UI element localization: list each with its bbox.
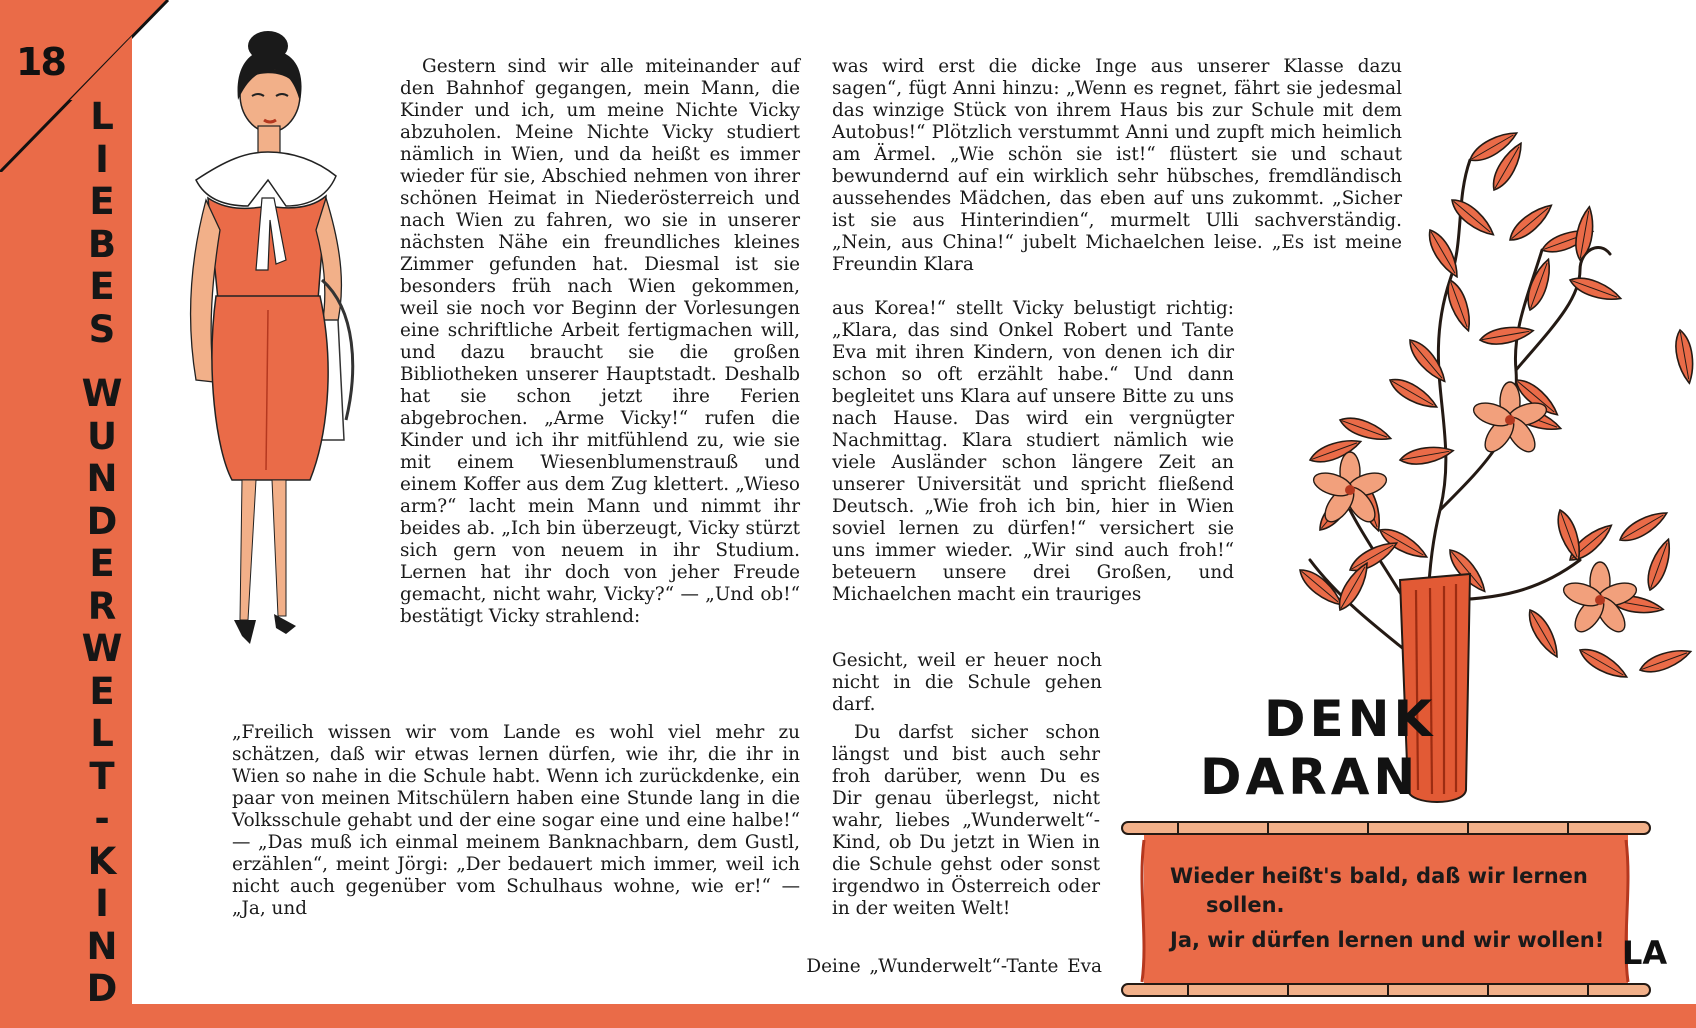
side-title-letter: E <box>89 669 115 713</box>
side-title-letter: I <box>95 137 109 181</box>
signature: Deine „Wunderwelt“-Tante Eva <box>806 956 1102 977</box>
article-text-6: Du darfst sicher schon längst und bist auch sehr froh darüber, wenn Du es Dir genau überlegst, nicht wahr, liebes „Wunderwelt“-Kind, ob Du jetzt in Wien in die Schule gehst oder sonst irgendwo in Österreich oder in der weiten Welt! <box>832 722 1100 919</box>
woman-illustration <box>186 30 396 726</box>
denk-daran-heading <box>1200 690 1440 806</box>
side-title-letter: U <box>86 414 118 458</box>
side-title-letter: N <box>86 457 118 500</box>
article-column-6 <box>832 722 1100 920</box>
scroll-message <box>1170 862 1610 955</box>
article-text-1: Gestern sind wir alle miteinander auf den Bahnhof gegangen, mein Mann, die Kinder und ich, um meine Nichte Vicky abzuholen. Meine Nichte Vicky studiert nämlich in Wien, und da heißt es immer wieder für sie, Abschied nehmen von ihrer schönen Heimat in Niederösterreich und nach Wien zu fahren, wo sie in unserer nächsten Nähe ein freundliches kleines Zimmer gefunden hat. Diesmal ist sie besonders früh nach Wien gekommen, weil sie noch vor Beginn der Vorlesungen eine schriftliche Arbeit fertigmachen will, und dazu braucht sie die großen Bibliotheken unserer Hauptstadt. Deshalb hat sie schon jetzt ihre Ferien abgebrochen. „Arme Vicky!“ rufen die Kinder und ich ihr mitfühlend zu, wie sie mit einem Wiesenblumenstrauß und einem Koffer aus dem Zug klettert. „Wieso arm?“ lacht mein Mann und nimmt ihr beides ab. „Ich bin überzeugt, Vicky stürzt sich gern von neuem in ihr Studium. Lernen hat ihr doch von jeher Freude gemacht, nicht wahr, Vicky?“ — „Und ob!“ bestätigt Vicky strahlend: <box>400 56 800 627</box>
article-text-2: „Freilich wissen wir vom Lande es wohl viel mehr zu schätzen, daß wir etwas lernen dürfen, wie ihr, die ihr in Wien so nahe in die Schule habt. Wenn ich zurückdenke, ein paar von meinen Mitschülern haben eine Stunde lang in die Volksschule gehabt und der eine sogar eine und eine halbe!“ — „Das muß ich einmal meinem Banknachbarn, dem Gustl, erzählen“, meint Jörgi: „Der bedauert mich immer, weil ich nicht auch gegenüber vom Schulhaus wohne, wie er!“ — „Ja, und <box>232 722 800 919</box>
denk-daran-line-1: DENK <box>1264 690 1437 748</box>
side-title-letter: E <box>89 542 115 585</box>
side-title-letter: I <box>95 882 109 925</box>
side-title-letter: E <box>89 265 115 308</box>
side-title-letter: L <box>90 712 114 755</box>
leaf-vein <box>1512 208 1549 239</box>
bottom-band <box>0 1004 1696 1028</box>
side-title-letter: T <box>89 754 115 798</box>
artist-initials: LA <box>1622 934 1668 972</box>
article-text-3: was wird erst die dicke Inge aus unserer Klasse dazu sagen“, fügt Anni hinzu: „Wenn es regnet, fährt sie jedesmal das winzige Stück von ihrem Haus bis zur Schule mit dem Autobus!“ Plötzlich verstummt Anni und zupft mich heimlich am Ärmel. „Wie schön sie ist!“ flüstert sie und schaut bewundernd auf ein wirklich sehr hübsches, fremdländisch aussehendes Mädchen, das eben auf uns zukommt. „Sicher ist sie aus Hinterindien“, murmelt Ulli sachverständig. „Nein, aus China!“ jubelt Michaelchen leise. „Es ist meine Freundin Klara <box>832 56 1402 275</box>
vertical-title <box>76 96 128 1011</box>
side-title-letter: S <box>88 307 116 351</box>
side-title-letter: W <box>81 627 123 670</box>
scroll-line-2: sollen. <box>1206 893 1285 917</box>
side-title-letter: - <box>94 797 110 840</box>
side-title-letter: D <box>86 967 118 1010</box>
side-title-letter: E <box>89 180 115 223</box>
side-title-letter: L <box>90 95 114 138</box>
flower-center <box>1595 595 1605 605</box>
side-title-letter: D <box>86 499 118 543</box>
denk-daran-line-2: DARAN <box>1200 748 1420 806</box>
side-title-letter: W <box>81 372 123 415</box>
page-number: 18 <box>16 40 65 84</box>
side-title-letter: B <box>87 222 117 266</box>
article-column-1 <box>400 56 800 628</box>
article-text-5: Gesicht, weil er heuer noch nicht in die Schule gehen darf. <box>832 650 1102 715</box>
article-column-5 <box>832 650 1102 716</box>
side-title-letter: N <box>86 924 118 968</box>
flower-center <box>1345 485 1355 495</box>
scroll-line-3: Ja, wir dürfen lernen und wir wollen! <box>1170 928 1605 952</box>
flower-center <box>1505 415 1515 425</box>
side-title-letter <box>96 351 109 373</box>
article-column-2 <box>232 722 800 920</box>
article-text-4: aus Korea!“ stellt Vicky belustigt richtig: „Klara, das sind Onkel Robert und Tante Eva mit ihren Kindern, von denen ich dir schon so oft erzählt habe.“ Und dann begleitet uns Klara auf unsere Bitte zu uns nach Hause. Das wird ein vergnügter Nachmittag. Klara studiert nämlich wie viele Ausländer schon längere Zeit an unserer Universität und spricht fließend Deutsch. „Wie froh ich bin, hier in Wien soviel lernen zu dürfen!“ versichert sie uns immer wieder. „Wir sind auch froh!“ beteuern unsere drei Großen, und Michaelchen macht ein trauriges <box>832 298 1234 605</box>
scroll-line-1: Wieder heißt's bald, daß wir lernen <box>1170 864 1588 888</box>
side-title-letter: K <box>87 839 117 883</box>
side-title-letter: R <box>87 584 117 628</box>
article-column-4 <box>832 298 1234 606</box>
